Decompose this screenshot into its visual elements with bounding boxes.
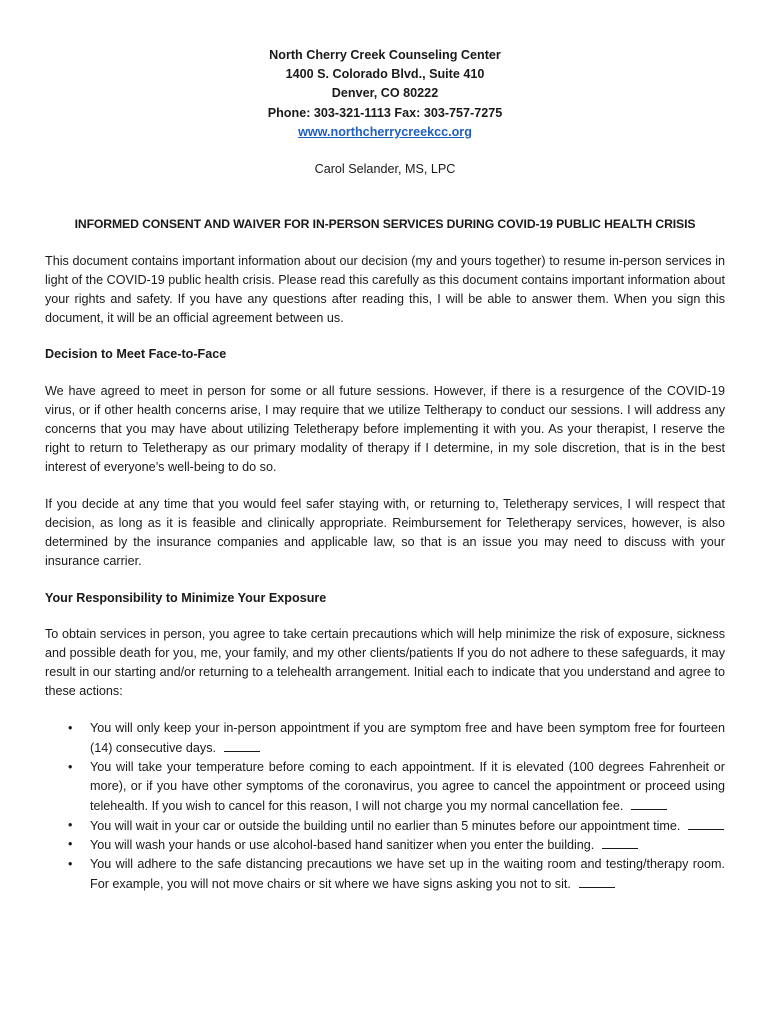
initial-blank[interactable]	[579, 874, 615, 888]
initial-blank[interactable]	[631, 796, 667, 810]
address-line-2: Denver, CO 80222	[331, 86, 439, 101]
face-to-face-paragraph-1: We have agreed to meet in person for some or all future sessions. However, if there is a resurgence of the COVID-19 virus, or if other health concerns arise, I may require that we utilize Teltherapy to conduct our sessions. I will address any concerns that you may have about utilizing Teletherapy before implementing it with you. As your therapist, I reserve the right to return to Teletherapy as our primary modality of therapy if I determine, in my sole discretion, that is in the best interest of everyone’s well-being to do so.	[45, 384, 725, 474]
document-title: INFORMED CONSENT AND WAIVER FOR IN-PERSON SERVICES DURING COVID-19 PUBLIC HEALTH CRISIS	[74, 216, 696, 231]
list-item: • You will wash your hands or use alcohol-based hand sanitizer when you enter the building.	[90, 835, 725, 855]
initial-blank[interactable]	[602, 835, 638, 849]
phone-fax: Phone: 303-321-1113 Fax: 303-757-7275	[267, 105, 503, 120]
letterhead	[45, 46, 725, 142]
intro-paragraph: This document contains important information about our decision (my and yours together) to resume in-person services in light of the COVID-19 public health crisis. Please read this carefully as this document contains important information about your rights and safety. If you have any questions after reading this, I will be able to answer them. When you sign this document, it will be an official agreement between us.	[45, 253, 725, 325]
list-item: • You will wait in your car or outside the building until no earlier than 5 minutes before our appointment time.	[90, 816, 725, 836]
list-item: • You will only keep your in-person appointment if you are symptom free and have been symptom free for fourteen (14) consecutive days.	[90, 719, 725, 758]
face-to-face-paragraph-2: If you decide at any time that you would feel safer staying with, or returning to, Teletherapy services, I will respect that decision, as long as it is feasible and clinically appropriate. Reimbursement for Teletherapy services, however, is also determined by the insurance companies and applicable law, so that is an issue you may need to discuss with your insurance carrier.	[45, 496, 725, 568]
list-item: • You will take your temperature before coming to each appointment. If it is elevated (100 degrees Fahrenheit or more), or if you have other symptoms of the coronavirus, you agree to cancel the appointment or proceed using telehealth. If you wish to cancel for this reason, I will not charge you my normal cancellation fee.	[90, 758, 725, 816]
initial-blank[interactable]	[688, 816, 724, 830]
precautions-list	[45, 719, 725, 894]
initial-blank[interactable]	[224, 738, 260, 752]
org-name: North Cherry Creek Counseling Center	[269, 48, 501, 62]
clinician-name: Carol Selander, MS, LPC	[314, 162, 456, 177]
responsibility-paragraph: To obtain services in person, you agree to take certain precautions which will help minimize the risk of exposure, sickness and possible death for you, me, your family, and my other clients/patients If you do not adhere to these safeguards, it may result in our starting and/or returning to a telehealth arrangement. Initial each to indicate that you understand and agree to these actions:	[45, 627, 725, 699]
website-link[interactable]: www.northcherrycreekcc.org	[298, 124, 472, 139]
list-item: • You will adhere to the safe distancing precautions we have set up in the waiting room and testing/therapy room. For example, you will not move chairs or sit where we have signs asking you not to sit.	[90, 855, 725, 894]
section-heading-responsibility: Your Responsibility to Minimize Your Exposure	[45, 590, 327, 605]
section-heading-face-to-face: Decision to Meet Face-to-Face	[45, 347, 227, 362]
address-line-1: 1400 S. Colorado Blvd., Suite 410	[285, 67, 485, 82]
